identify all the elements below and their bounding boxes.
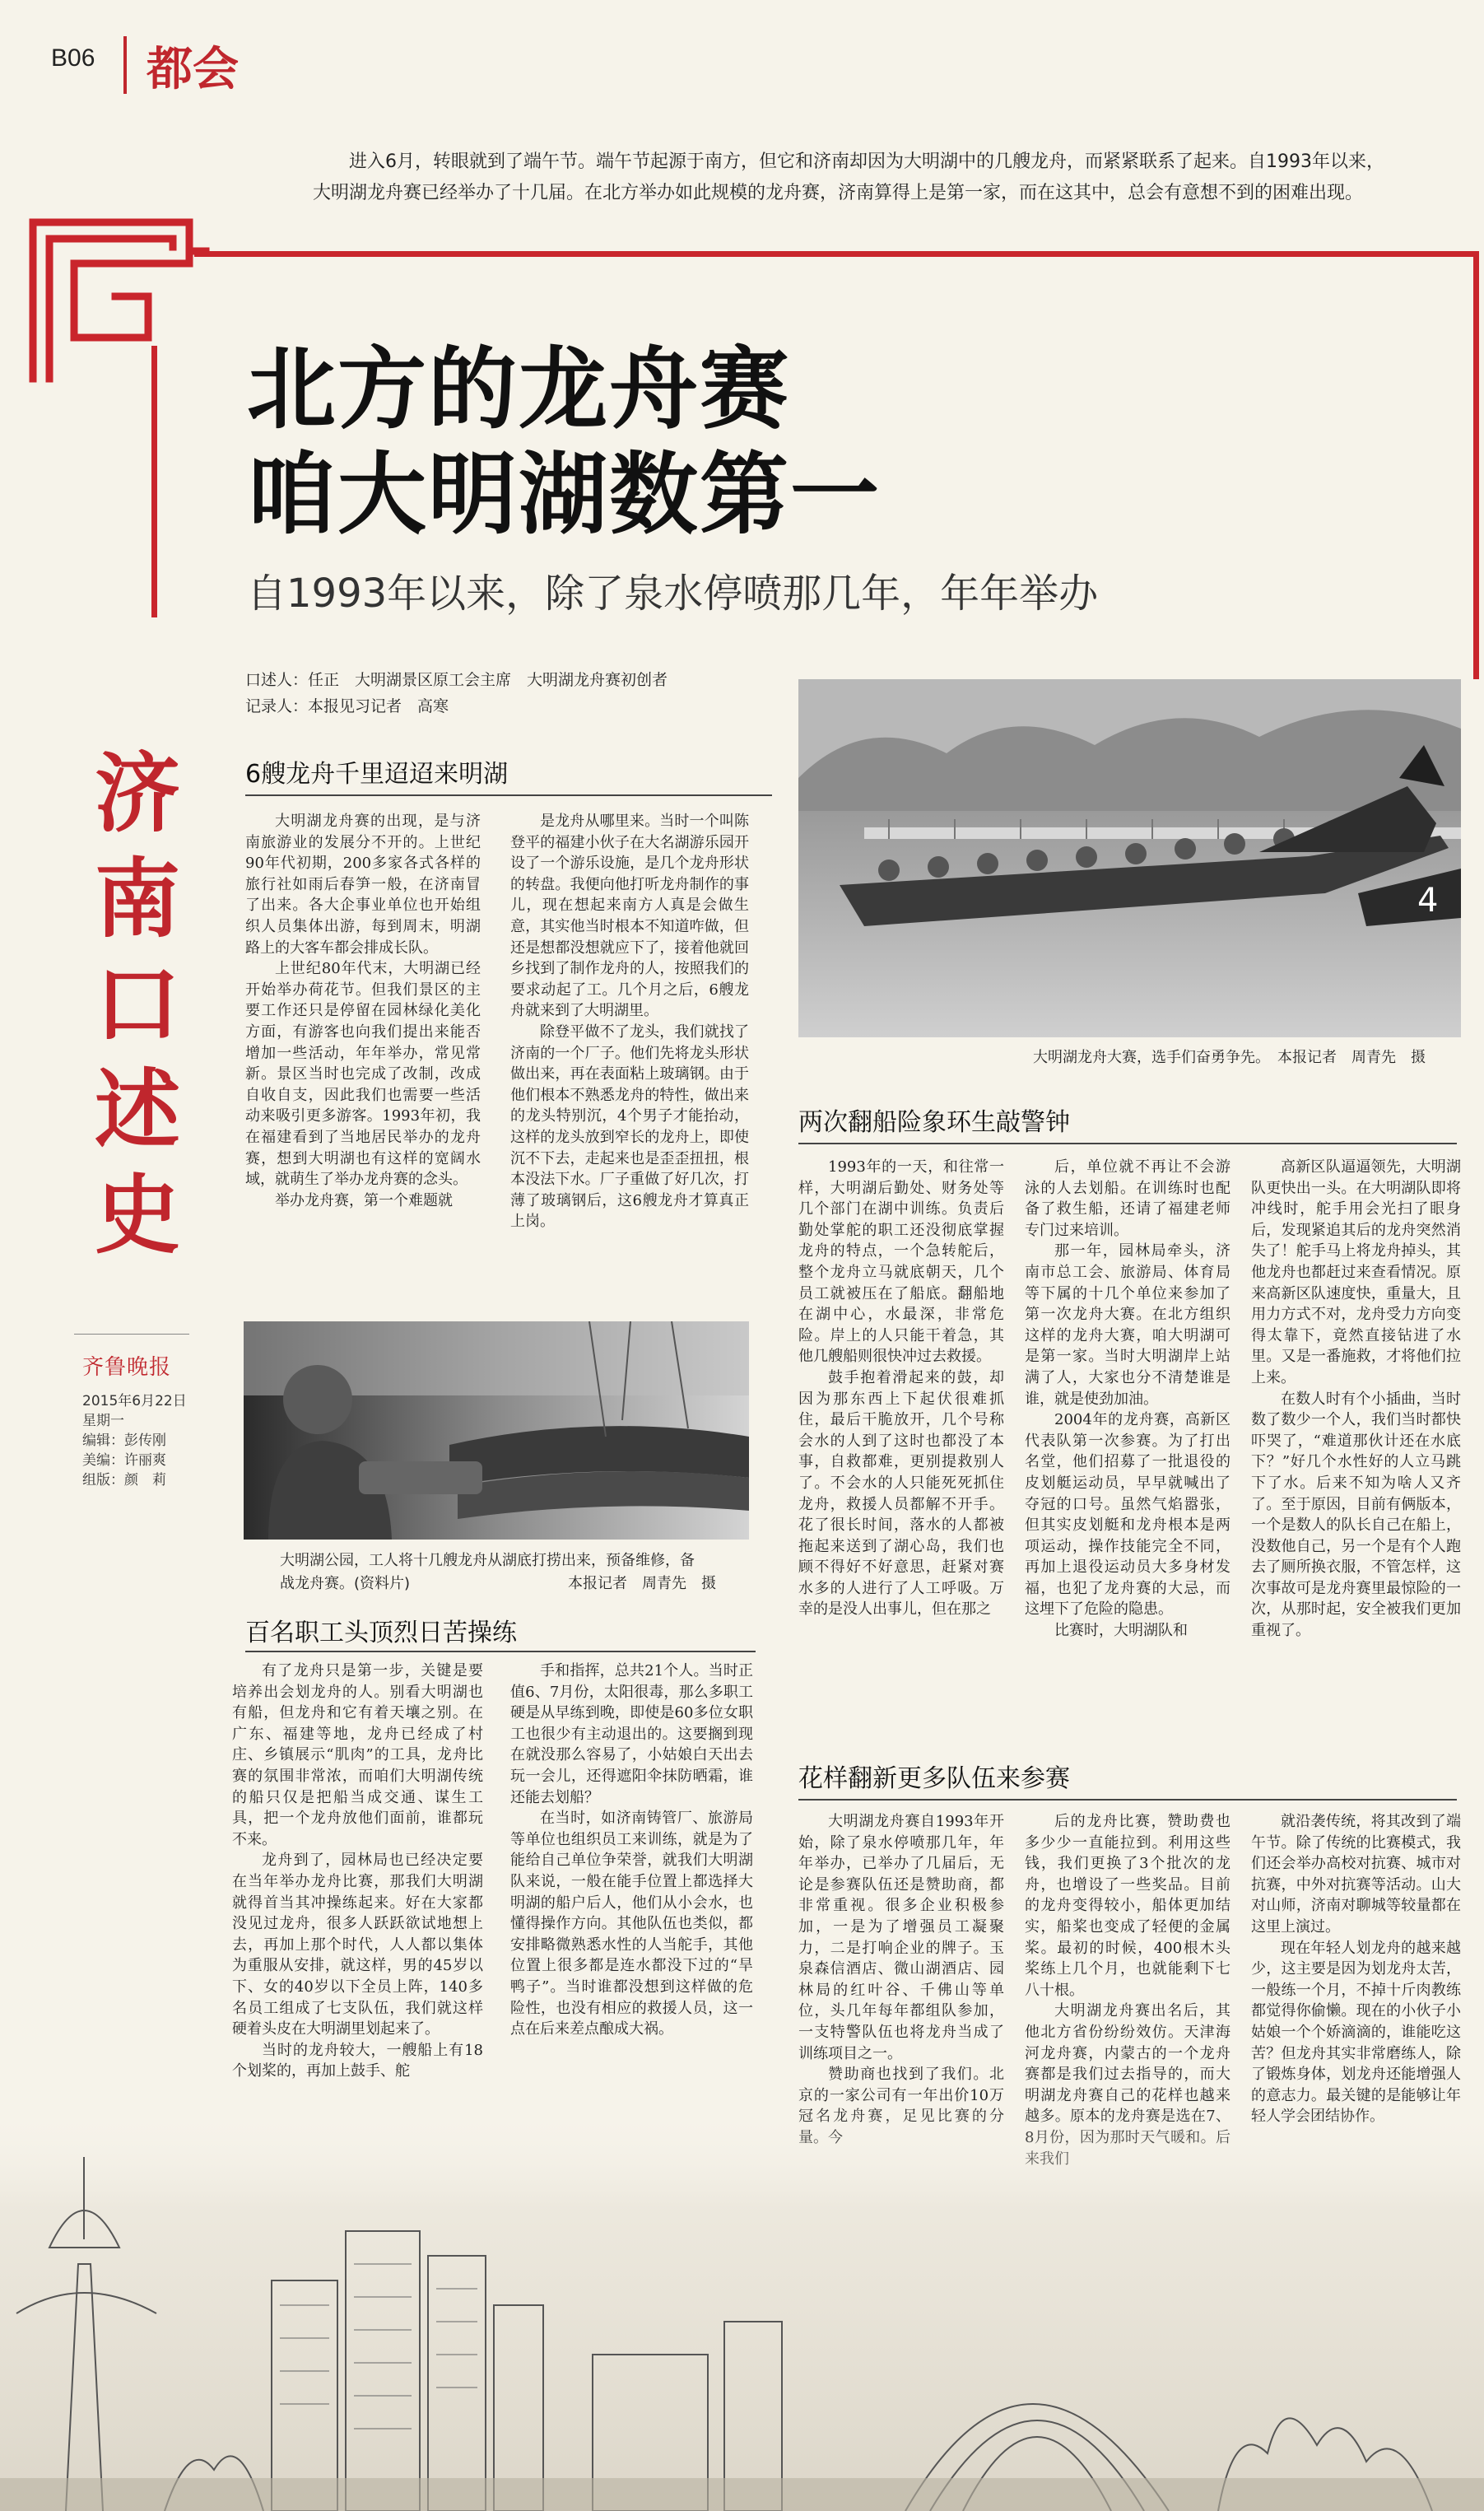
issue-info [82, 1391, 187, 1490]
issue-weekday: 星期一 [82, 1413, 124, 1429]
section-3-rule [798, 1143, 1457, 1144]
byline [245, 667, 668, 720]
paragraph: 后，单位就不再让不会游泳的人去划船。在训练时也配备了救生船，还请了福建老师专门过来培训。 [1025, 1158, 1230, 1239]
paragraph: 龙舟到了，园林局也已经决定要在当年举办龙舟比赛，那我们大明湖就得首当其冲操练起来。好在大家都没见过龙舟，很多人跃跃欲试地想上去，再加上那个时代，人人都以集体为重服从安排，就这样，男的45岁以下、女的40岁以下全员上阵，140多名员工组成了七支队伍，我们就这样硬着头皮在大明湖里划起来了。 [232, 1852, 483, 2038]
section-2-rule [245, 1651, 756, 1652]
paragraph: 大明湖龙舟赛自1993年开始，除了泉水停喷那几年，年年举办，已举办了几届后，无论是参赛队伍还是赞助商，都非常重视。很多企业积极参加，一是为了增强员工凝聚力，二是打响企业的牌子。玉泉森信酒店、微山湖酒店、园林局的红叶谷、千佛山等单位，头几年每年都组队参加，一支特警队伍也将龙舟当成了训练项目之一。 [798, 1813, 1004, 2062]
worker-photo-image [244, 1321, 749, 1540]
paragraph: 1993年的一天，和往常一样，大明湖后勤处、财务处等几个部门在湖中训练。负责后勤处掌舵的职工还没彻底掌握龙舟的特点，一个急转舵后，整个龙舟立马就底朝天，几个员工就被压在了船底。翻船地在湖中心，水最深，非常危险。岸上的人只能干着急，其他几艘船则很快冲过去救援。 [798, 1158, 1004, 1366]
frame-left-border [151, 346, 157, 617]
chinese-fret-ornament [25, 214, 214, 387]
worker-photo-credit: 本报记者 周青先 摄 [568, 1575, 716, 1592]
body-column-3 [232, 1661, 483, 2082]
paragraph: 那一年，园林局牵头，济南市总工会、旅游局、体育局等下属的十几个单位来参加了第一次龙舟大赛。在北方组织这样的龙舟大赛，咱大明湖可是第一家。当时大明湖岸上站满了人，大家也分不清楚谁是谁，就是使劲加油。 [1025, 1242, 1230, 1408]
body-column-4 [510, 1661, 753, 2040]
frame-right-border [1473, 251, 1479, 679]
column-calligraphy-title [76, 741, 199, 1268]
calligraphy-char: 述 [94, 1059, 180, 1160]
paragraph: 手和指挥，总共21个人。当时正值6、7月份，太阳很毒，那么多职工硬是从早练到晚，即使是60多位女职工也很少有主动退出的。这要搁到现在就没那么容易了，小姑娘白天出去玩一会儿，还得遮阳伞抹防晒霜，谁还能去划船？ [510, 1662, 753, 1806]
designer-credit: 美编：许丽爽 [82, 1452, 166, 1469]
body-column-5 [798, 1157, 1004, 1620]
paragraph: 2004年的龙舟赛，高新区代表队第一次参赛。为了打出名堂，他们招募了一批退役的皮划艇运动员，早早就喊出了夺冠的口号。虽然气焰嚣张，但其实皮划艇和龙舟根本是两项运动，操作技能完全不同，再加上退役运动员大多身材发福，也犯了龙舟赛的大忌，而这埋下了危险的隐患。 [1025, 1411, 1230, 1619]
paragraph: 在数人时有个小插曲，当时数了数少一个人，我们当时都快吓哭了，“难道那伙计还在水底下？”好几个水性好的人立马跳下了水。后来不知为啥人又齐了。至于原因，目前有俩版本，一个是数人的队长自己在船上，没数他自己，另一个是有个人跑去了厕所换衣服，不管怎样，这次事故可是龙舟赛里最惊险的一次，从那时起，安全被我们更加重视了。 [1251, 1390, 1461, 1640]
recorder-line: 记录人：本报见习记者 高寒 [245, 697, 449, 715]
paper-logo: 齐鲁晚报 [82, 1355, 172, 1380]
section-3-title: 两次翻船险象环生敲警钟 [798, 1108, 1070, 1137]
race-photo [798, 679, 1461, 1037]
subtitle: 自1993年以来，除了泉水停喷那几年，年年举办 [247, 571, 1099, 617]
calligraphy-char: 济 [94, 743, 180, 844]
race-photo-caption: 大明湖龙舟大赛，选手们奋勇争先。 本报记者 周青先 摄 [1033, 1049, 1426, 1066]
section-4-title: 花样翻新更多队伍来参赛 [798, 1764, 1070, 1793]
paragraph: 后的龙舟比赛，赞助费也多少少一直能拉到。利用这些钱，我们更换了3个批次的龙舟，也增设了一些奖品。目前的龙舟变得较小，船体更加结实，船桨也变成了轻便的金属桨。最初的时候，400根木头桨练上几个月，也就能剩下七八十根。 [1025, 1813, 1230, 1999]
body-column-2 [510, 811, 749, 1232]
body-column-7 [1251, 1157, 1461, 1642]
headline-line-1: 北方的龙舟赛 [247, 338, 791, 441]
sidebar-rule [74, 1334, 189, 1335]
calligraphy-char: 南 [94, 848, 180, 949]
paragraph: 有了龙舟只是第一步，关键是要培养出会划龙舟的人。别看大明湖也有船，但龙舟和它有着天壤之别。在广东、福建等地，龙舟已经成了村庄、乡镇展示“肌肉”的工具，龙舟比赛的氛围非常浓，而咱们大明湖传统的船只仅是把船当成交通、谋生工具，把一个龙舟放他们面前，谁都玩不来。 [232, 1662, 483, 1848]
paragraph: 是龙舟从哪里来。当时一个叫陈登平的福建小伙子在大名湖游乐园开设了一个游乐设施，是几个龙舟形状的转盘。我便向他打听龙舟制作的事儿，现在想起来南方人真是会做生意，其实他当时根本不知道咋做，但还是想都没想就应下了，接着他就回乡找到了制作龙舟的人，按照我们的要求动起了工。几个月之后，6艘龙舟就来到了大明湖里。 [510, 813, 749, 1020]
section-1-title: 6艘龙舟千里迢迢来明湖 [245, 760, 509, 789]
proofreader-credit: 组版：颜 莉 [82, 1472, 166, 1488]
worker-photo [244, 1321, 749, 1540]
paragraph: 就沿袭传统，将其改到了端午节。除了传统的比赛模式，我们还会举办高校对抗赛、城市对抗赛，中外对抗赛等活动。山大对山师，济南对聊城等较量都在这里上演过。 [1251, 1813, 1461, 1936]
paragraph: 高新区队逼逼领先，大明湖队更快出一头。在大明湖队即将冲线时，舵手用会光扫了眼身后，发现紧追其后的龙舟突然消失了！舵手马上将龙舟掉头，其他龙舟也都赶过来查看情况。原来高新区队速度快，重量大，且用力方式不对，龙舟受力方向变得太靠下，竟然直接钻进了水里。又是一番施救，才将他们拉上来。 [1251, 1158, 1461, 1386]
race-photo-image [798, 679, 1461, 1037]
calligraphy-char: 口 [94, 953, 180, 1055]
frame-top-border [194, 251, 1478, 257]
headline-line-2: 咱大明湖数第一 [247, 444, 882, 547]
caption-line: 战龙舟赛。(资料片) [280, 1575, 411, 1592]
paragraph: 鼓手抱着滑起来的鼓，却因为那东西上下起伏很难抓住，最后干脆放开，几个号称会水的人到了这时也都没了本事，自救都难，更别提救别人了。不会水的人只能死死抓住龙舟，救援人员都解不开手。花了很长时间，落水的人都被拖起来送到了湖心岛，我们也顾不得好不好意思，赶紧对赛水多的人进行了人工呼吸。万幸的是没人出事儿，但在那之 [798, 1368, 1004, 1619]
body-column-10 [1251, 1811, 1461, 2127]
paragraph: 现在年轻人划龙舟的越来越少，这主要是因为划龙舟太苦，一般练一个月，不掉十斤肉教练都觉得你偷懒。现在的小伙子小姑娘一个个娇滴滴的，谁能吃这苦？但龙舟其实非常磨练人，除了锻炼身体，划龙舟还能增强人的意志力。最关键的是能够让年 [1251, 1939, 1461, 2104]
paragraph: 除登平做不了龙头，我们就找了济南的一个厂子。他们先将龙头形状做出来，再在表面粘上玻璃钢。由于他们根本不熟悉龙舟的特性，做出来的龙头特别沉，4个男子才能抬动，这样的龙头放到窄长的龙舟上，即使沉不下去，走起来也是歪歪扭扭，根本没法下水。厂子重做了好几次，打薄了玻璃钢后，这6艘龙舟才算真正上岗。 [510, 1023, 749, 1231]
section-1-rule [245, 794, 772, 796]
paragraph: 赞助商也找到了我们。北京的一家公司有一年出价10万 [798, 2066, 1004, 2104]
paragraph: 上世纪80年代末，大明湖已经开始举办荷花节。但我们景区的主要工作还只是停留在园林绿化美化方面，有游客也向我们提出来能否增加一些活动，年年举办，常见常新。景区当时也完成了改制，改成自收自支，因此我们也需要一些活动来吸引更多游客。1993年初，我在福建看到了当地居民举办的龙舟赛，想到大明湖也有这样的宽阔水域，就萌生了举办龙舟赛的念头。 [245, 960, 481, 1189]
editor-credit: 编辑：彭传刚 [82, 1433, 166, 1449]
section-2-title: 百名职工头顶烈日苦操练 [245, 1619, 517, 1647]
paragraph: 比赛时，大明湖队和 [1054, 1622, 1188, 1640]
section-name: 都会 [147, 43, 239, 96]
paragraph: 在当时，如济南铸管厂、旅游局等单位也组织员工来训练，就是为了能给自己单位争荣誉，就我们大明湖队来说，一般在能手位置上都选择大明湖的船户后人，他们从小会水，也懂得操作方向。其他队伍也类似，都安排略微熟悉水性的人当舵手，其他位置上很多都是连水都没下过的“旱鸭子”。当时谁都没想到这样做的危险性，也没有相应的救援人员，这一点在后来差点酿成大祸。 [510, 1810, 753, 2038]
page-number: B06 [51, 44, 95, 72]
issue-date: 2015年6月22日 [82, 1393, 187, 1409]
paragraph: 举办龙舟赛，第一个难题就 [275, 1191, 453, 1209]
header-divider [123, 36, 127, 94]
calligraphy-char: 史 [94, 1164, 180, 1265]
headline [247, 338, 881, 548]
intro-text: 进入6月，转眼就到了端午节。端午节起源于南方，但它和济南却因为大明湖中的几艘龙舟，而紧紧联系了起来。自1993年以来，大明湖龙舟赛已经举办了十几届。在北方举办如此规模的龙舟赛，济南算得上是第一家，而在这其中，总会有意想不到的困难出现。 [313, 151, 1384, 203]
body-column-8 [798, 1811, 1004, 2149]
narrator-line: 口述人：任正 大明湖景区原工会主席 大明湖龙舟赛初创者 [245, 671, 668, 689]
body-column-6 [1025, 1157, 1230, 1642]
paragraph: 大明湖龙舟赛的出现，是与济南旅游业的发展分不开的。上世纪90年代初期，200多家各式各样的旅行社如雨后春笋一般，在济南冒了出来。各大企事业单位也开始组织人员集体出游，每到周末，明湖路上的大客车都会排成长队。 [245, 813, 481, 957]
paragraph: 大明湖龙舟赛出名后，其他北方省份纷纷效仿。天津海河龙舟赛，内蒙古的一个龙舟赛都是我们过去指导的，而大明湖龙舟赛自己的花样也越来 [1025, 2002, 1230, 2104]
boat-number: 4 [1417, 882, 1439, 920]
body-column-1 [245, 811, 481, 1211]
city-skyline-sketch [0, 2108, 1484, 2511]
section-4-rule [798, 1799, 1457, 1801]
caption-line: 大明湖公园，工人将十几艘龙舟从湖底打捞出来，预备维修，备 [280, 1552, 695, 1569]
paragraph: 当时的龙舟较大，一艘船上有18个划桨的，再加上鼓手、舵 [232, 2041, 483, 2080]
